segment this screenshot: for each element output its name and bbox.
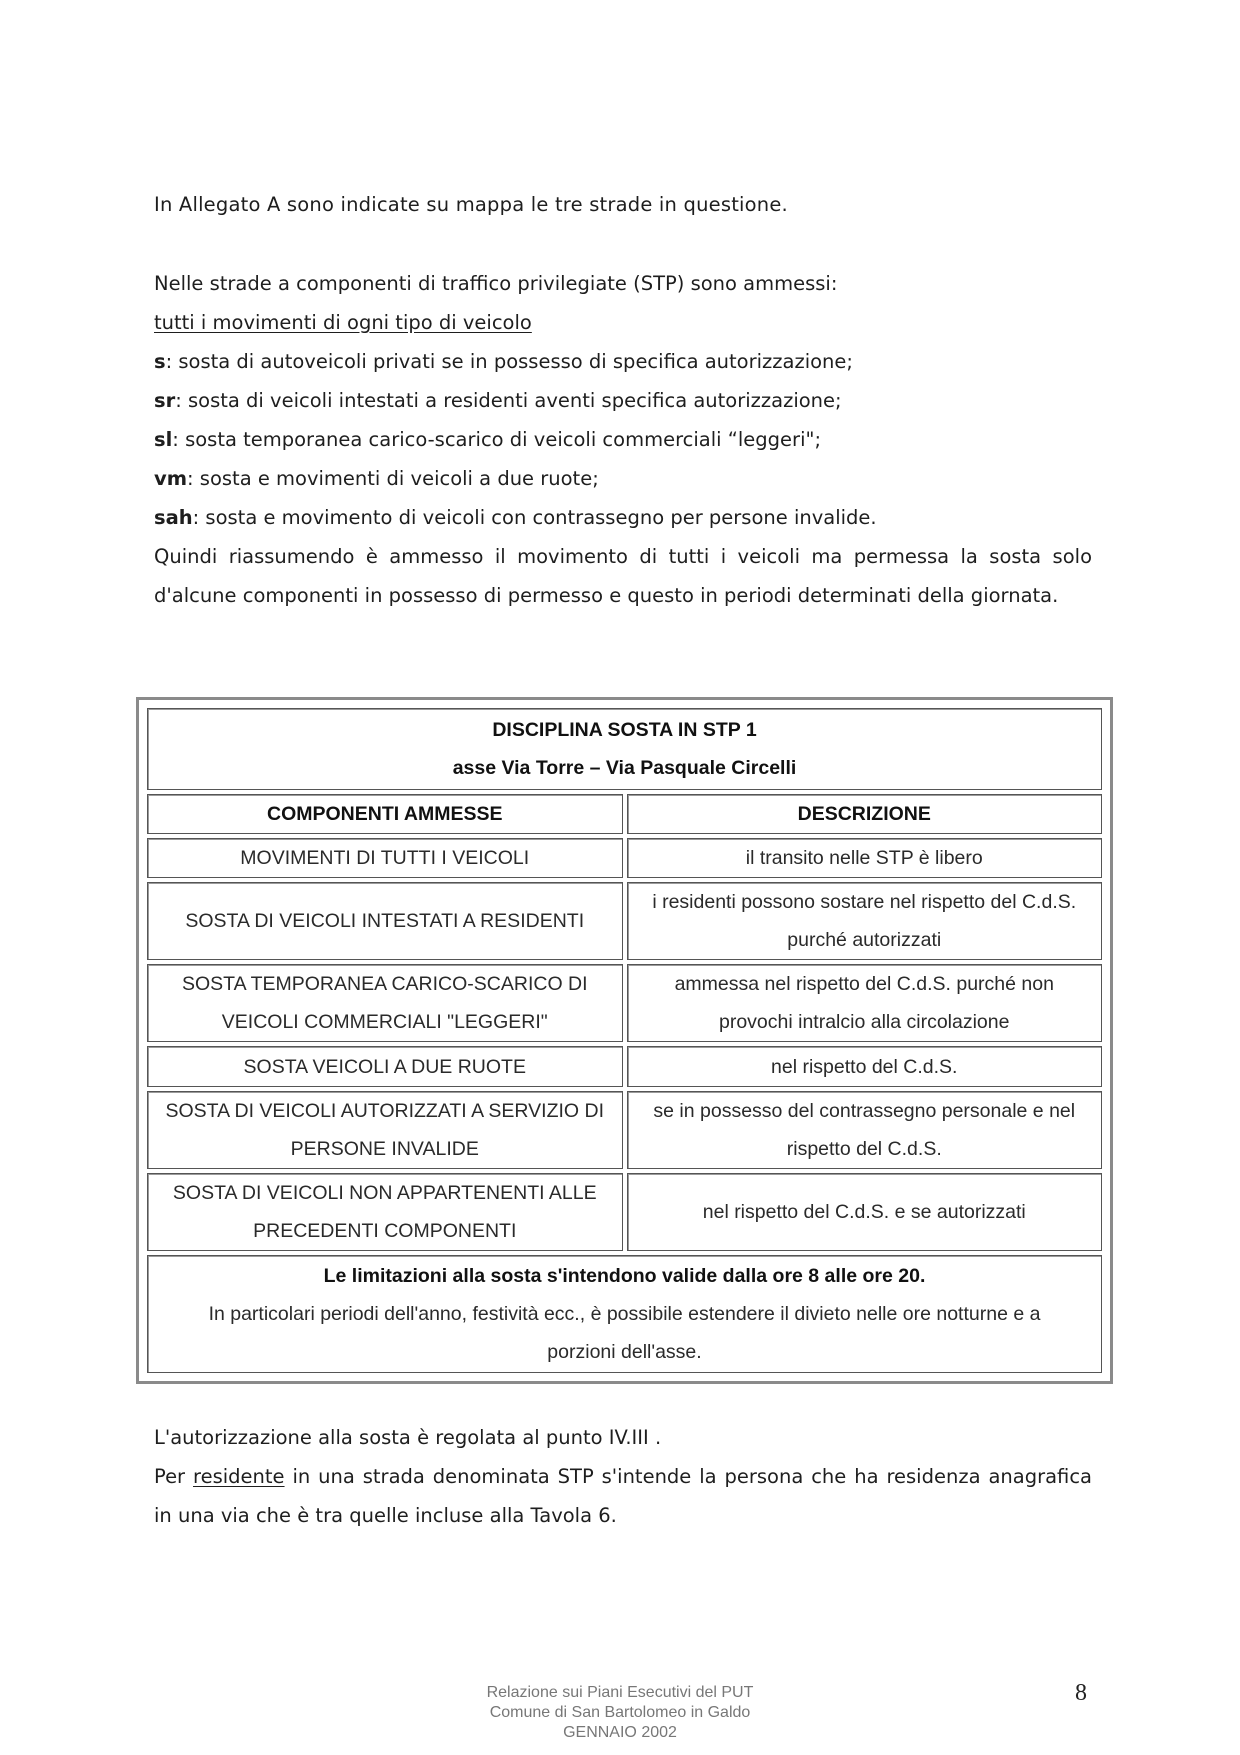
table-note-text: In particolari periodi dell'anno, festività ecc., è possibile estendere il divieto nelle ore notturne e a porzioni dell'asse. (208, 1302, 1041, 1363)
stp-item-s (154, 342, 1092, 381)
resident-underlined: residente (193, 1465, 285, 1488)
footer-line3: GENNAIO 2002 (563, 1724, 677, 1741)
stp-desc: : sosta temporanea carico-scarico di veicoli commerciali “leggeri"; (172, 428, 822, 451)
table-cell: nel rispetto del C.d.S. e se autorizzati (627, 1173, 1103, 1251)
table-row (147, 882, 1102, 960)
resident-text-post: in una strada denominata STP s'intende la persona che ha residenza anagrafica in una via che è tra quelle incluse alla Tavola 6. (154, 1465, 1092, 1527)
table-title-line2: asse Via Torre – Via Pasquale Circelli (452, 757, 797, 780)
table-title-line1: DISCIPLINA SOSTA IN STP 1 (492, 719, 757, 742)
page-footer (360, 1683, 880, 1743)
after-table-section (154, 1418, 1092, 1535)
table-note (147, 1255, 1102, 1373)
stp-summary: Quindi riassumendo è ammesso il movimento di tutti i veicoli ma permessa la sosta solo d'alcune componenti in possesso di permesso e questo in periodi determinati della giornata. (154, 545, 1092, 607)
table-row (147, 1173, 1102, 1251)
table-note-bold: Le limitazioni alla sosta s'intendono valide dalla ore 8 alle ore 20. (323, 1264, 926, 1287)
stp-item-vm (154, 459, 1092, 498)
column-header-description: DESCRIZIONE (627, 794, 1103, 834)
column-header-components: COMPONENTI AMMESSE (147, 794, 623, 834)
resident-definition (154, 1457, 1092, 1535)
stp-code: sl (154, 428, 173, 451)
stp-lead: Nelle strade a componenti di traffico privilegiate (STP) sono ammessi: (154, 272, 838, 295)
stp-item-sl (154, 420, 1092, 459)
authorization-line: L'autorizzazione alla sosta è regolata al punto IV.III . (154, 1426, 662, 1449)
intro-text: In Allegato A sono indicate su mappa le tre strade in questione. (154, 193, 788, 216)
table-cell: MOVIMENTI DI TUTTI I VEICOLI (147, 838, 623, 878)
stp-underlined-line: tutti i movimenti di ogni tipo di veicolo (154, 311, 532, 334)
footer-line2: Comune di San Bartolomeo in Galdo (489, 1704, 751, 1721)
resident-text-pre: Per (154, 1465, 193, 1488)
stp-section (154, 264, 1092, 615)
table-title (147, 708, 1102, 790)
stp-desc: : sosta e movimenti di veicoli a due ruote; (187, 467, 599, 490)
table-row (147, 838, 1102, 878)
stp-desc: : sosta e movimento di veicoli con contrassegno per persone invalide. (192, 506, 877, 529)
table-cell: se in possesso del contrassegno personale e nel rispetto del C.d.S. (627, 1091, 1103, 1169)
footer-line1: Relazione sui Piani Esecutivi del PUT (486, 1684, 754, 1701)
page-number: 8 (1075, 1680, 1087, 1706)
table-cell: SOSTA DI VEICOLI AUTORIZZATI A SERVIZIO DI PERSONE INVALIDE (147, 1091, 623, 1169)
stp-desc: : sosta di veicoli intestati a residenti aventi specifica autorizzazione; (175, 389, 842, 412)
table-cell: nel rispetto del C.d.S. (627, 1046, 1103, 1086)
table-row (147, 964, 1102, 1042)
table-row (147, 1046, 1102, 1086)
stp-code: s (154, 350, 166, 373)
parking-rules-table (136, 697, 1113, 1384)
stp-code: vm (154, 467, 188, 490)
table-cell: ammessa nel rispetto del C.d.S. purché non provochi intralcio alla circolazione (627, 964, 1103, 1042)
table-cell: i residenti possono sostare nel rispetto del C.d.S. purché autorizzati (627, 882, 1103, 960)
stp-item-sr (154, 381, 1092, 420)
stp-desc: : sosta di autoveicoli privati se in possesso di specifica autorizzazione; (165, 350, 853, 373)
stp-code: sah (154, 506, 193, 529)
table-row (147, 1091, 1102, 1169)
table-cell: SOSTA DI VEICOLI NON APPARTENENTI ALLE PRECEDENTI COMPONENTI (147, 1173, 623, 1251)
stp-code: sr (154, 389, 176, 412)
table-cell: il transito nelle STP è libero (627, 838, 1103, 878)
stp-item-sah (154, 498, 1092, 537)
table-cell: SOSTA TEMPORANEA CARICO-SCARICO DI VEICOLI COMMERCIALI "LEGGERI" (147, 964, 623, 1042)
table-cell: SOSTA DI VEICOLI INTESTATI A RESIDENTI (147, 882, 623, 960)
table-cell: SOSTA VEICOLI A DUE RUOTE (147, 1046, 623, 1086)
